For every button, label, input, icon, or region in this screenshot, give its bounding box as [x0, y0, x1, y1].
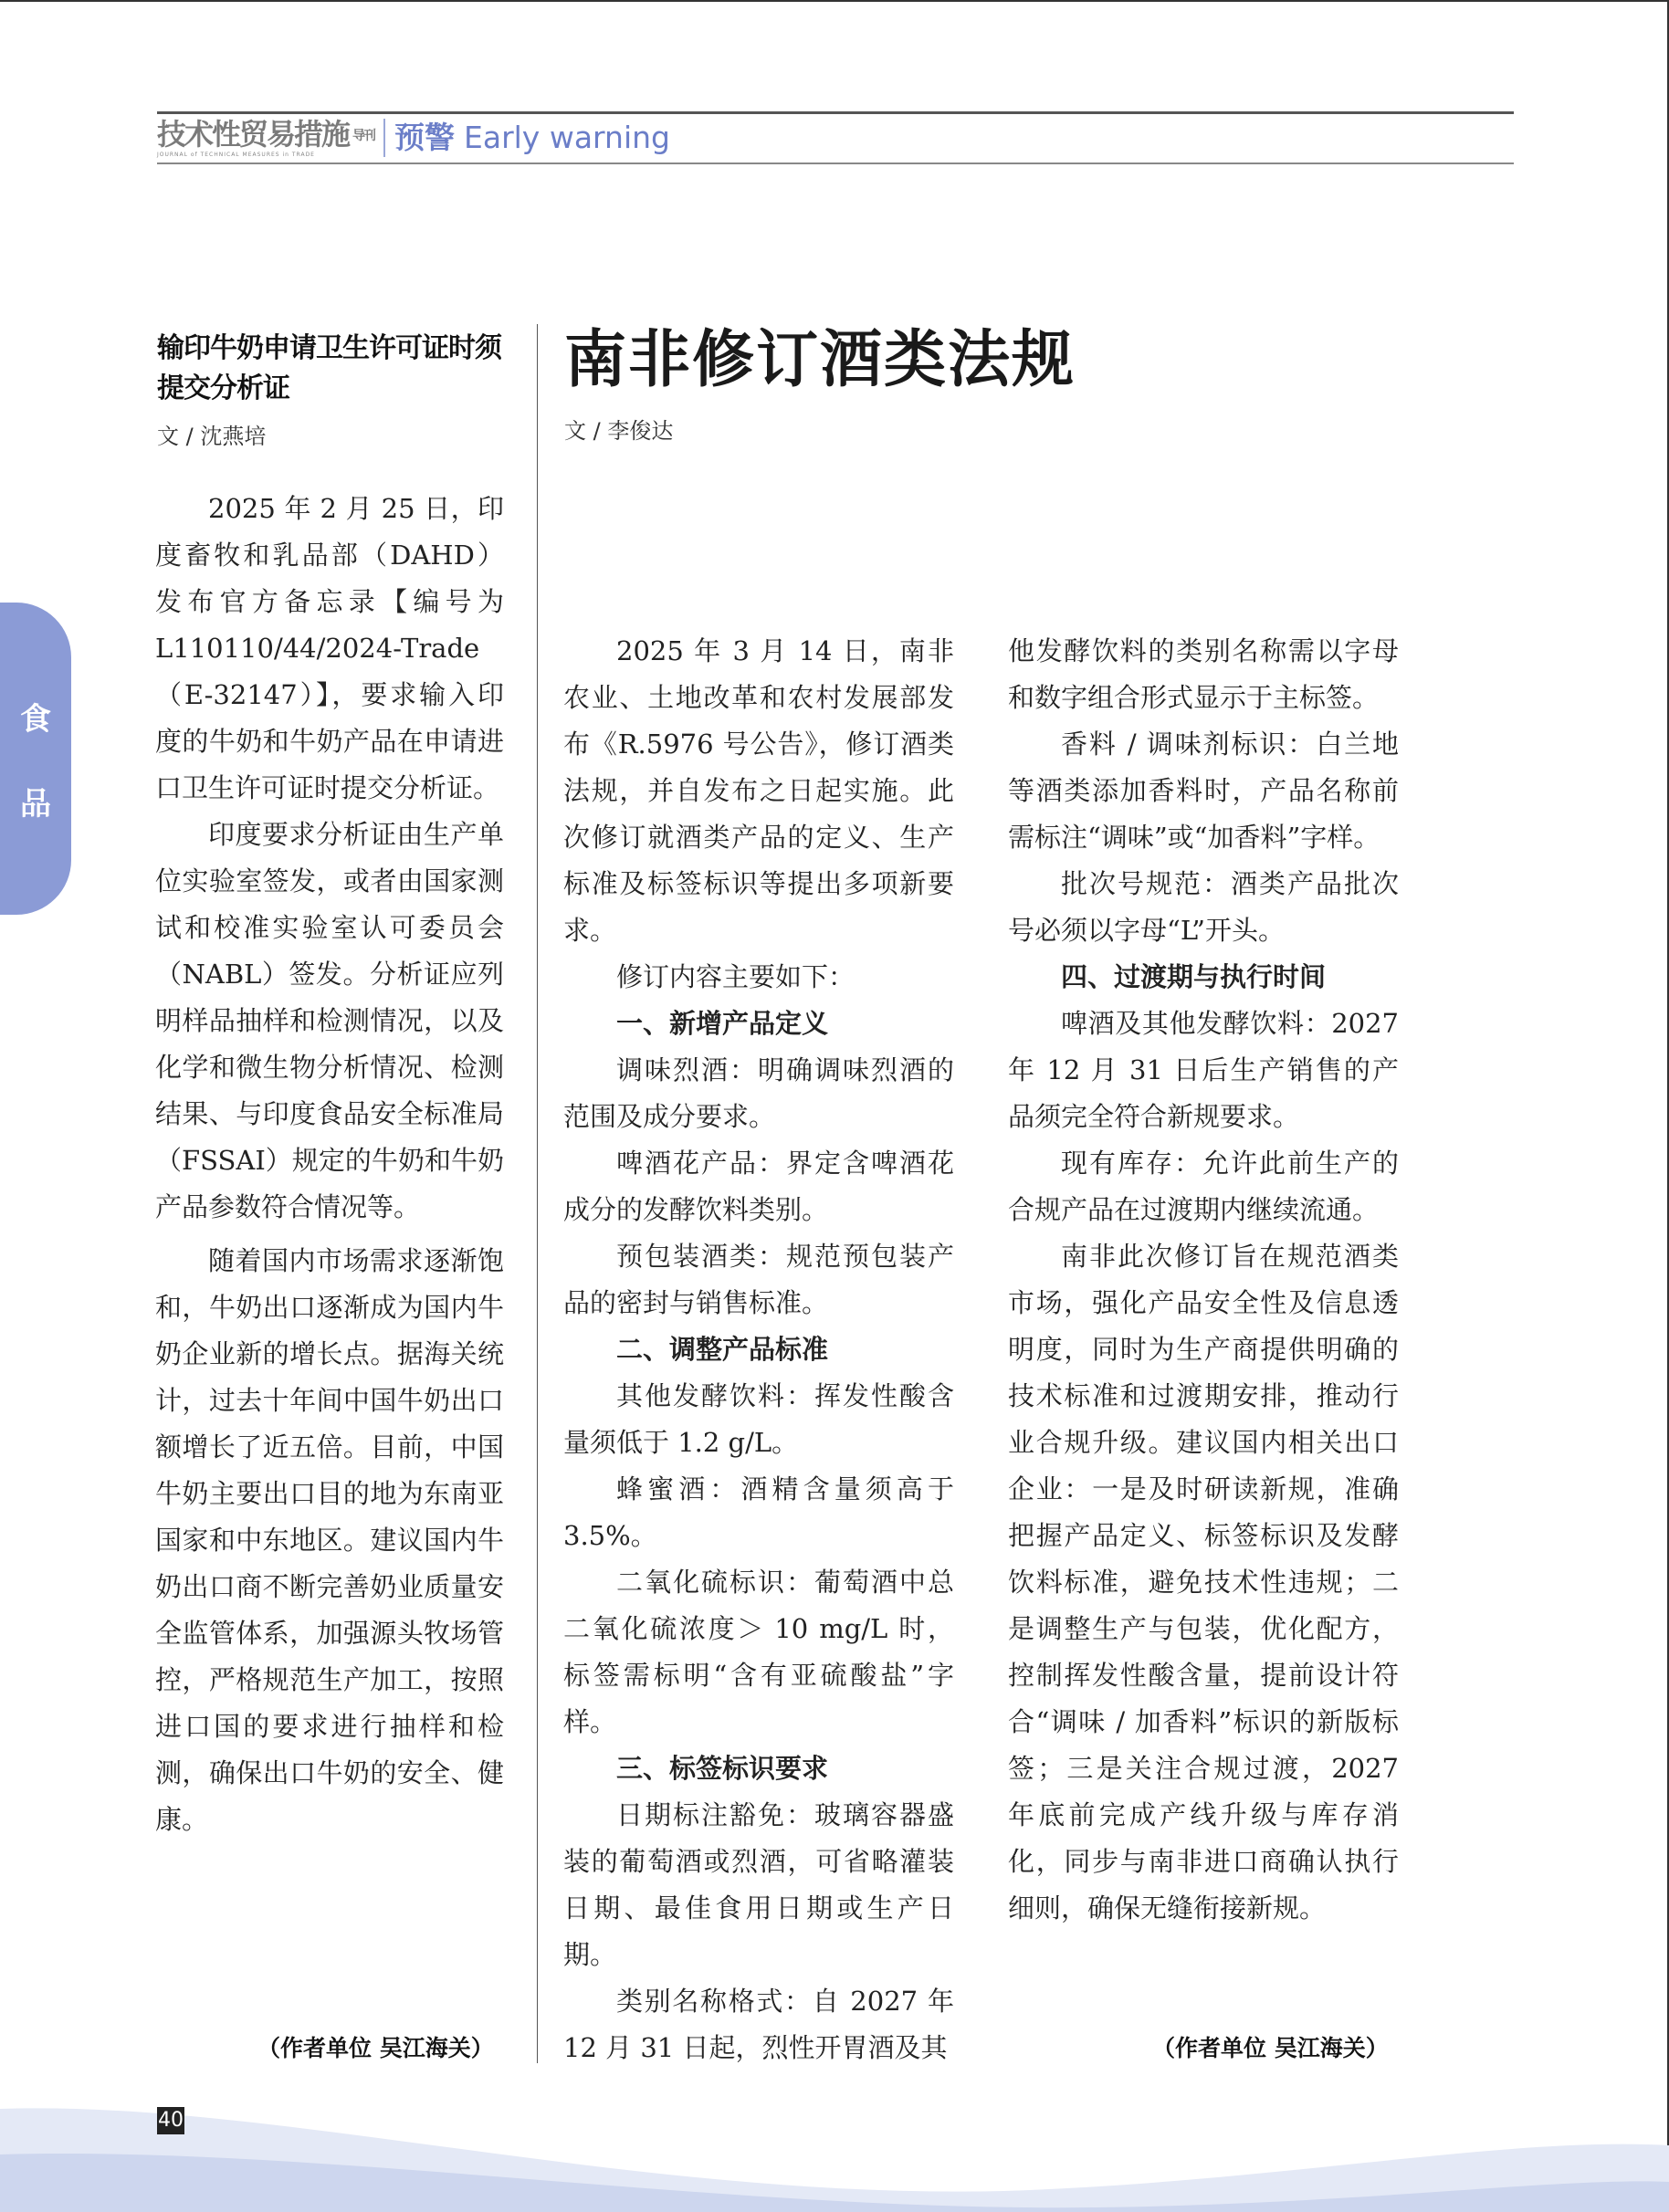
header-separator: [383, 119, 385, 157]
footer-wave-decoration: [0, 2091, 1669, 2212]
paragraph: 随着国内市场需求逐渐饱和，牛奶出口逐渐成为国内牛奶企业新的增长点。据海关统计，过去十年间中国牛奶出口额增长了近五倍。目前，中国牛奶主要出口目的地为东南亚国家和中东地区。建议国内牛奶出口商不断完善奶业质量安全监管体系，加强源头牧场管控，严格规范生产加工，按照进口国的要求进行抽样和检测，确保出口牛奶的安全、健康。: [155, 1245, 504, 1835]
column-divider: [537, 324, 538, 2063]
side-tab-char: 食: [20, 701, 51, 738]
main-article-column-1: [563, 628, 954, 2071]
paragraph: 修订内容主要如下：: [616, 961, 855, 992]
section-heading: 一、新增产品定义: [616, 1008, 829, 1039]
main-article-column-2: [1008, 628, 1399, 1932]
header-bottom-rule: [157, 162, 1514, 164]
paragraph: 调味烈酒：明确调味烈酒的范围及成分要求。: [563, 1054, 954, 1132]
category-side-tab: [0, 603, 71, 915]
section-label-en: Early warning: [464, 120, 670, 155]
main-article-author: 文 / 李俊达: [564, 418, 674, 444]
page-top-border: [0, 0, 1669, 2]
paragraph: 啤酒及其他发酵饮料：2027 年 12 月 31 日后生产销售的产品须完全符合新规要求。: [1008, 1008, 1399, 1132]
paragraph: 现有库存：允许此前生产的合规产品在过渡期内继续流通。: [1008, 1148, 1399, 1225]
left-article-title: 输印牛奶申请卫生许可证时须提交分析证: [157, 332, 501, 404]
paragraph: 日期标注豁免：玻璃容器盛装的葡萄酒或烈酒，可省略灌装日期、最佳食用日期或生产日期。: [563, 1799, 954, 1970]
left-article-affiliation: （作者单位 吴江海关）: [257, 2035, 494, 2061]
paragraph: 啤酒花产品：界定含啤酒花成分的发酵饮料类别。: [563, 1148, 954, 1225]
journal-tag: 导刊: [352, 128, 375, 143]
paragraph: 2025 年 3 月 14 日，南非农业、土地改革和农村发展部发布《R.5976 号公告》，修订酒类法规，并自发布之日起实施。此次修订就酒类产品的定义、生产标准及标签标识等提出多项新要求。: [563, 635, 954, 946]
section-heading: 四、过渡期与执行时间: [1061, 961, 1327, 992]
side-tab-char: 品: [20, 786, 51, 823]
paragraph: 批次号规范：酒类产品批次号必须以字母“L”开头。: [1008, 868, 1399, 946]
header-top-rule: [157, 111, 1514, 114]
paragraph: 其他发酵饮料：挥发性酸含量须低于 1.2 g/L。: [563, 1380, 954, 1458]
paragraph: 预包装酒类：规范预包装产品的密封与销售标准。: [563, 1241, 954, 1318]
section-label-zh: 预警: [394, 120, 455, 155]
page-number: 40: [157, 2107, 184, 2134]
paragraph: 2025 年 2 月 25 日，印度畜牧和乳品部（DAHD）发布官方备忘录【编号为 L110110/44/2024-Trade（E-32147）】，要求输入印度的牛奶和牛奶产品在申请进口卫生许可证时提交分析证。: [155, 493, 504, 803]
main-article-affiliation: （作者单位 吴江海关）: [1152, 2035, 1389, 2061]
paragraph: 印度要求分析证由生产单位实验室签发，或者由国家测试和校准实验室认可委员会（NABL）签发。分析证应列明样品抽样和检测情况，以及化学和微生物分析情况、检测结果、与印度食品安全标准局（FSSAI）规定的牛奶和牛奶产品参数符合情况等。: [155, 819, 504, 1222]
journal-name: 技术性贸易措施 导刊: [157, 116, 375, 152]
paragraph: 蜂蜜酒：酒精含量须高于 3.5%。: [563, 1473, 954, 1551]
paragraph: 二氧化硫标识：葡萄酒中总二氧化硫浓度＞ 10 mg/L 时，标签需标明“含有亚硫酸盐”字样。: [563, 1567, 954, 1737]
section-heading: 三、标签标识要求: [616, 1753, 829, 1784]
journal-english-name: JOURNAL of TECHNICAL MEASURES in TRADE: [157, 151, 315, 158]
left-article-body: [155, 486, 504, 1843]
main-article-title: 南非修订酒类法规: [564, 324, 1076, 396]
paragraph: 他发酵饮料的类别名称需以字母和数字组合形式显示于主标签。: [1008, 635, 1399, 713]
paragraph: 类别名称格式：自 2027 年 12 月 31 日起，烈性开胃酒及其: [563, 1986, 954, 2063]
paragraph: 香料 / 调味剂标识：白兰地等酒类添加香料时，产品名称前需标注“调味”或“加香料”字样。: [1008, 729, 1399, 853]
section-heading: 二、调整产品标准: [616, 1334, 829, 1365]
paragraph: 南非此次修订旨在规范酒类市场，强化产品安全性及信息透明度，同时为生产商提供明确的技术标准和过渡期安排，推动行业合规升级。建议国内相关出口企业：一是及时研读新规，准确把握产品定义、标签标识及发酵饮料标准，避免技术性违规；二是调整生产与包装，优化配方，控制挥发性酸含量，提前设计符合“调味 / 加香料”标识的新版标签；三是关注合规过渡，2027 年底前完成产线升级与库存消化，同步与南非进口商确认执行细则，确保无缝衔接新规。: [1008, 1241, 1399, 1924]
section-label: [394, 119, 670, 157]
left-article-author: 文 / 沈燕培: [157, 424, 267, 449]
journal-logo: [157, 117, 374, 159]
